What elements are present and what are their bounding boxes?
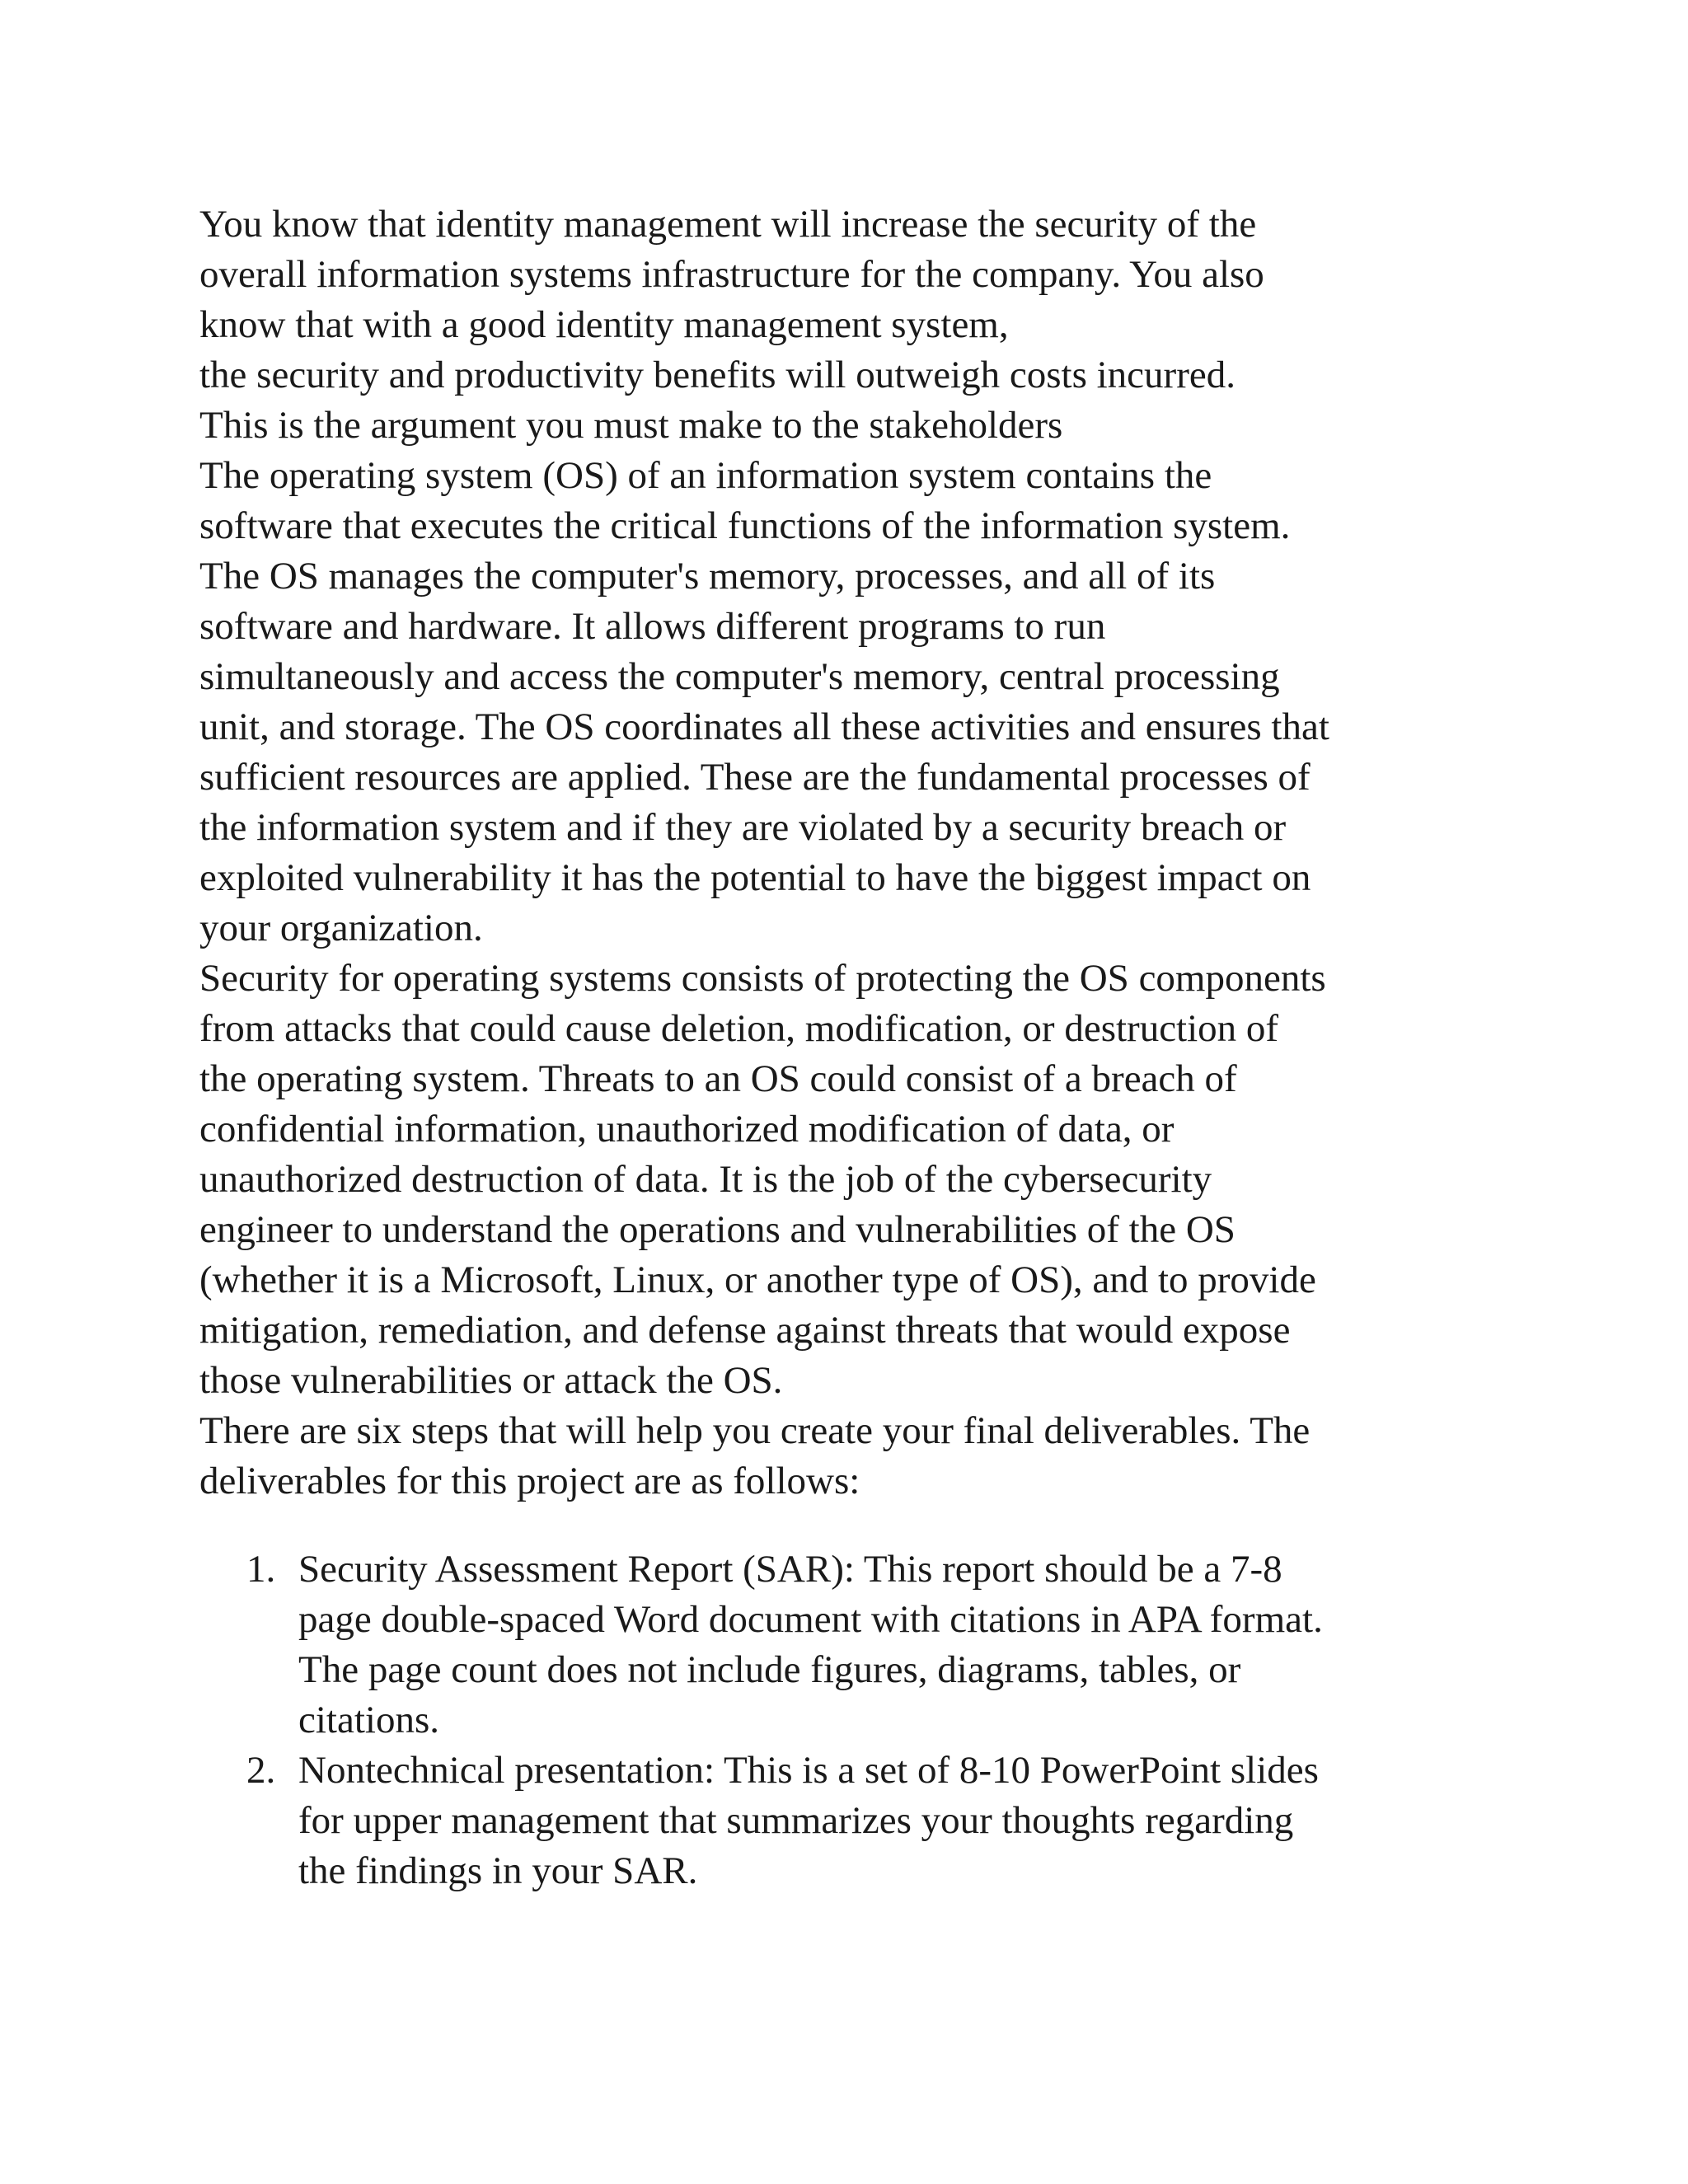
text-line: overall information systems infrastructure for the company. You also xyxy=(199,253,1264,296)
text-line: The page count does not include figures, diagrams, tables, or xyxy=(298,1648,1241,1691)
text-line: Nontechnical presentation: This is a set of 8-10 PowerPoint slides xyxy=(298,1749,1319,1792)
text-line: Security Assessment Report (SAR): This report should be a 7-8 xyxy=(298,1548,1282,1591)
text-line: simultaneously and access the computer's memory, central processing xyxy=(199,655,1280,698)
text-line: citations. xyxy=(298,1699,439,1741)
deliverables-list xyxy=(199,1544,1518,1896)
text-line: the operating system. Threats to an OS could consist of a breach of xyxy=(199,1057,1237,1100)
text-line: You know that identity management will increase the security of the xyxy=(199,203,1257,246)
text-line: (whether it is a Microsoft, Linux, or another type of OS), and to provide xyxy=(199,1258,1316,1301)
paragraph-spacer xyxy=(199,1507,1518,1544)
text-line: for upper management that summarizes your thoughts regarding xyxy=(298,1799,1294,1842)
text-line: Security for operating systems consists of protecting the OS components xyxy=(199,957,1326,1000)
paragraph-operating-system xyxy=(199,451,1518,954)
text-line: deliverables for this project are as follows: xyxy=(199,1460,860,1502)
text-line: software that executes the critical functions of the information system. xyxy=(199,504,1291,547)
text-line: the information system and if they are violated by a security breach or xyxy=(199,806,1287,849)
text-line: those vulnerabilities or attack the OS. xyxy=(199,1359,783,1402)
text-line: from attacks that could cause deletion, modification, or destruction of xyxy=(199,1007,1279,1050)
text-line: page double-spaced Word document with citations in APA format. xyxy=(298,1598,1323,1641)
text-line: mitigation, remediation, and defense against threats that would expose xyxy=(199,1309,1291,1352)
text-line: your organization. xyxy=(199,907,483,949)
text-line: The OS manages the computer's memory, processes, and all of its xyxy=(199,555,1216,598)
text-line: There are six steps that will help you create your final deliverables. The xyxy=(199,1409,1311,1452)
list-number: 2. xyxy=(246,1749,276,1792)
paragraph-os-security xyxy=(199,954,1518,1406)
text-line: the security and productivity benefits will outweigh costs incurred. xyxy=(199,354,1236,396)
list-item xyxy=(199,1544,1518,1746)
list-number: 1. xyxy=(246,1548,276,1591)
text-line: software and hardware. It allows different programs to run xyxy=(199,605,1106,648)
document-body xyxy=(199,199,1518,1896)
text-line: confidential information, unauthorized modification of data, or xyxy=(199,1108,1175,1151)
text-line: The operating system (OS) of an information system contains the xyxy=(199,454,1212,497)
text-line: unauthorized destruction of data. It is the job of the cybersecurity xyxy=(199,1158,1212,1201)
text-line: unit, and storage. The OS coordinates all these activities and ensures that xyxy=(199,705,1329,748)
text-line: know that with a good identity management system, xyxy=(199,303,1009,346)
text-line: sufficient resources are applied. These are the fundamental processes of xyxy=(199,756,1311,799)
paragraph-deliverables-intro xyxy=(199,1406,1518,1507)
text-line: exploited vulnerability it has the potential to have the biggest impact on xyxy=(199,856,1311,899)
list-item xyxy=(199,1746,1518,1896)
text-line: This is the argument you must make to the stakeholders xyxy=(199,404,1063,447)
text-line: the findings in your SAR. xyxy=(298,1849,698,1892)
text-line: engineer to understand the operations and vulnerabilities of the OS xyxy=(199,1208,1236,1251)
paragraph-identity-management xyxy=(199,199,1518,451)
